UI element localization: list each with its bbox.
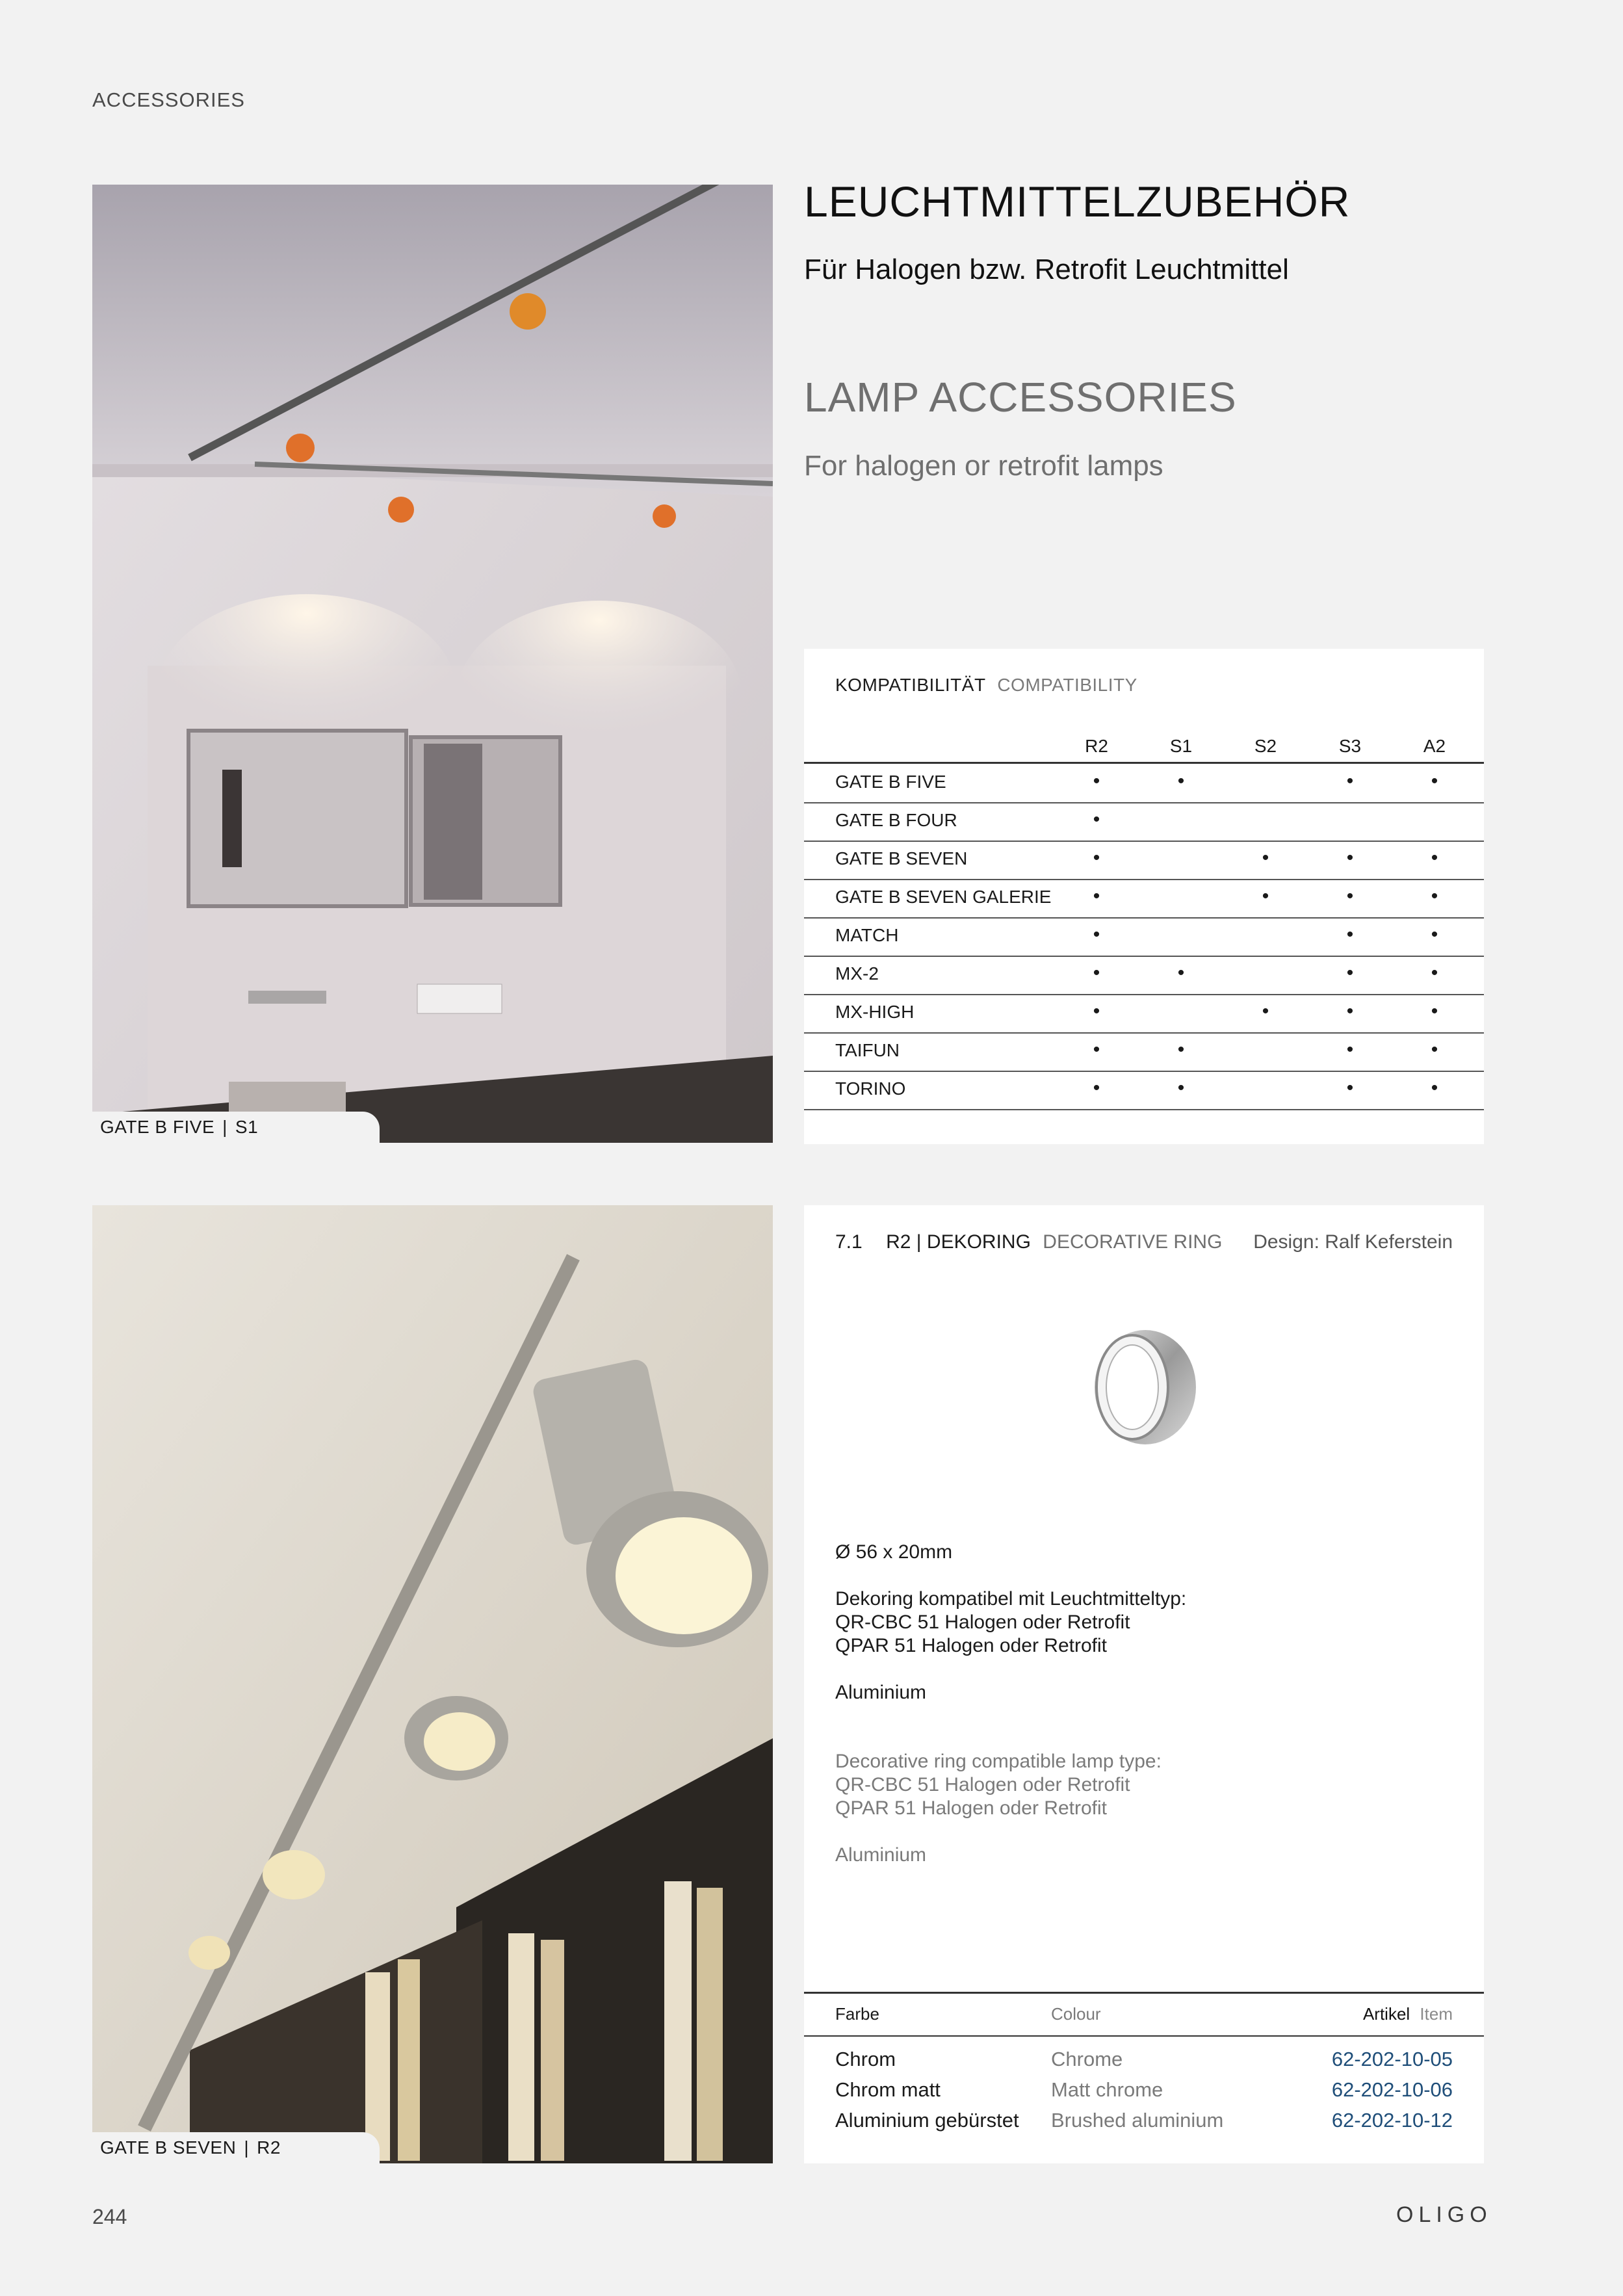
header-artikel: Artikel <box>1362 2004 1410 2024</box>
product-panel <box>804 1205 1484 2163</box>
compat-mark: • <box>1093 770 1100 792</box>
compat-mark: • <box>1093 962 1100 984</box>
caption-code: S1 <box>235 1117 259 1137</box>
variant-item: 62-202-10-05 <box>1331 2048 1453 2070</box>
variant-colour: Chrome <box>1051 2048 1123 2070</box>
variant-farbe: Aluminium gebürstet <box>835 2109 1019 2132</box>
compat-mark: • <box>1431 847 1438 868</box>
header-item: Item <box>1420 2004 1453 2024</box>
compat-mark: • <box>1431 885 1438 907</box>
compat-row <box>804 1071 1484 1110</box>
product-number: 7.1 <box>835 1231 863 1253</box>
compat-mark: • <box>1177 1077 1185 1099</box>
product-name-de: DEKORING <box>926 1231 1031 1253</box>
compat-row-name: MX-HIGH <box>835 1002 915 1022</box>
desc-en-line: QPAR 51 Halogen oder Retrofit <box>835 1797 1107 1819</box>
compat-row <box>804 1032 1484 1072</box>
product-description-de <box>835 1587 1186 1658</box>
compat-row <box>804 956 1484 995</box>
compatibility-header <box>804 732 1484 764</box>
variant-row <box>804 2074 1484 2106</box>
header-colour: Colour <box>1051 2004 1101 2024</box>
compat-row-name: TORINO <box>835 1078 906 1099</box>
compat-mark: • <box>1093 847 1100 868</box>
compat-mark: • <box>1346 1000 1354 1022</box>
brand-logo: OLIGO <box>1396 2202 1492 2227</box>
desc-de-line: QR-CBC 51 Halogen oder Retrofit <box>835 1611 1130 1633</box>
title-de: LEUCHTMITTELZUBEHÖR <box>804 177 1351 226</box>
compat-mark: • <box>1431 962 1438 984</box>
header-farbe: Farbe <box>835 2004 879 2024</box>
compat-mark: • <box>1093 1039 1100 1060</box>
compat-mark: • <box>1346 885 1354 907</box>
compat-mark: • <box>1262 885 1269 907</box>
variant-row <box>804 2105 1484 2136</box>
compatibility-title <box>835 675 1137 696</box>
product-name-en: DECORATIVE RING <box>1043 1231 1223 1253</box>
variant-farbe: Chrom matt <box>835 2078 941 2101</box>
photo-caption-gate-b-five <box>92 1112 380 1143</box>
title-en: LAMP ACCESSORIES <box>804 374 1237 421</box>
compat-row <box>804 802 1484 842</box>
caption-product: GATE B FIVE <box>100 1117 215 1137</box>
product-designer: Design: Ralf Keferstein <box>1253 1231 1453 1253</box>
bathroom-photo <box>92 185 773 1143</box>
compat-row-name: MATCH <box>835 925 899 945</box>
product-heading <box>835 1231 1222 1253</box>
subtitle-en: For halogen or retrofit lamps <box>804 450 1163 482</box>
compat-mark: • <box>1431 770 1438 792</box>
page-number: 244 <box>92 2205 127 2228</box>
compat-mark: • <box>1093 924 1100 945</box>
compat-mark: • <box>1431 1077 1438 1099</box>
compat-mark: • <box>1431 1039 1438 1060</box>
compat-mark: • <box>1346 1077 1354 1099</box>
compat-column-s2: S2 <box>1254 736 1277 756</box>
compat-mark: • <box>1262 847 1269 868</box>
desc-en-line: QR-CBC 51 Halogen oder Retrofit <box>835 1774 1130 1795</box>
variant-colour: Brushed aluminium <box>1051 2109 1224 2132</box>
product-material-en: Aluminium <box>835 1844 927 1866</box>
compatibility-panel <box>804 649 1484 1144</box>
compat-column-a2: A2 <box>1423 736 1446 756</box>
compat-mark: • <box>1346 924 1354 945</box>
photo-gate-b-five <box>92 185 773 1143</box>
compat-mark: • <box>1346 1039 1354 1060</box>
photo-caption-gate-b-seven <box>92 2132 380 2163</box>
variant-table-header <box>804 1992 1484 2037</box>
desc-de-line: Dekoring kompatibel mit Leuchtmitteltyp: <box>835 1588 1187 1610</box>
compat-mark: • <box>1431 924 1438 945</box>
compat-mark: • <box>1093 809 1100 830</box>
product-material-de: Aluminium <box>835 1682 927 1703</box>
compat-row-name: TAIFUN <box>835 1040 900 1060</box>
compat-mark: • <box>1093 885 1100 907</box>
photo-gate-b-seven <box>92 1205 773 2163</box>
variant-item: 62-202-10-12 <box>1331 2109 1453 2132</box>
compat-mark: • <box>1177 770 1185 792</box>
compat-mark: • <box>1262 1000 1269 1022</box>
product-description-en <box>835 1750 1162 1820</box>
caption-separator: | <box>222 1117 227 1137</box>
compat-mark: • <box>1346 847 1354 868</box>
caption-code: R2 <box>257 2137 281 2158</box>
compat-row-name: GATE B SEVEN <box>835 848 968 868</box>
compat-mark: • <box>1346 770 1354 792</box>
compat-column-s1: S1 <box>1169 736 1193 756</box>
compat-mark: • <box>1177 1039 1185 1060</box>
variant-row <box>804 2044 1484 2075</box>
desc-en-line: Decorative ring compatible lamp type: <box>835 1751 1162 1772</box>
compat-mark: • <box>1346 962 1354 984</box>
compat-mark: • <box>1093 1000 1100 1022</box>
compat-row <box>804 917 1484 957</box>
variant-item: 62-202-10-06 <box>1331 2078 1453 2101</box>
header-artikel-item <box>1363 2004 1453 2024</box>
compat-column-r2: R2 <box>1085 736 1108 756</box>
compatibility-title-en: COMPATIBILITY <box>997 675 1137 695</box>
product-dimensions: Ø 56 x 20mm <box>835 1541 953 1563</box>
caption-separator: | <box>244 2137 250 2158</box>
compat-column-s3: S3 <box>1338 736 1362 756</box>
desc-de-line: QPAR 51 Halogen oder Retrofit <box>835 1635 1107 1656</box>
compat-mark: • <box>1177 962 1185 984</box>
compat-row <box>804 994 1484 1034</box>
subtitle-de: Für Halogen bzw. Retrofit Leuchtmittel <box>804 254 1289 285</box>
caption-product: GATE B SEVEN <box>100 2137 237 2158</box>
decorative-ring-image <box>1077 1322 1207 1452</box>
compat-row-name: GATE B FIVE <box>835 772 946 792</box>
product-code: R2 <box>886 1231 911 1253</box>
compat-mark: • <box>1093 1077 1100 1099</box>
compat-row <box>804 764 1484 803</box>
compat-mark: • <box>1431 1000 1438 1022</box>
compat-row <box>804 841 1484 880</box>
spotlight-photo <box>92 1205 773 2163</box>
compat-row-name: GATE B SEVEN GALERIE <box>835 887 1052 907</box>
section-label: ACCESSORIES <box>92 88 245 111</box>
compat-row <box>804 879 1484 919</box>
compatibility-title-de: KOMPATIBILITÄT <box>835 675 986 695</box>
compat-row-name: MX-2 <box>835 963 879 984</box>
variant-colour: Matt chrome <box>1051 2078 1163 2101</box>
heading-separator: | <box>916 1231 927 1253</box>
compat-row-name: GATE B FOUR <box>835 810 957 830</box>
variant-farbe: Chrom <box>835 2048 896 2070</box>
